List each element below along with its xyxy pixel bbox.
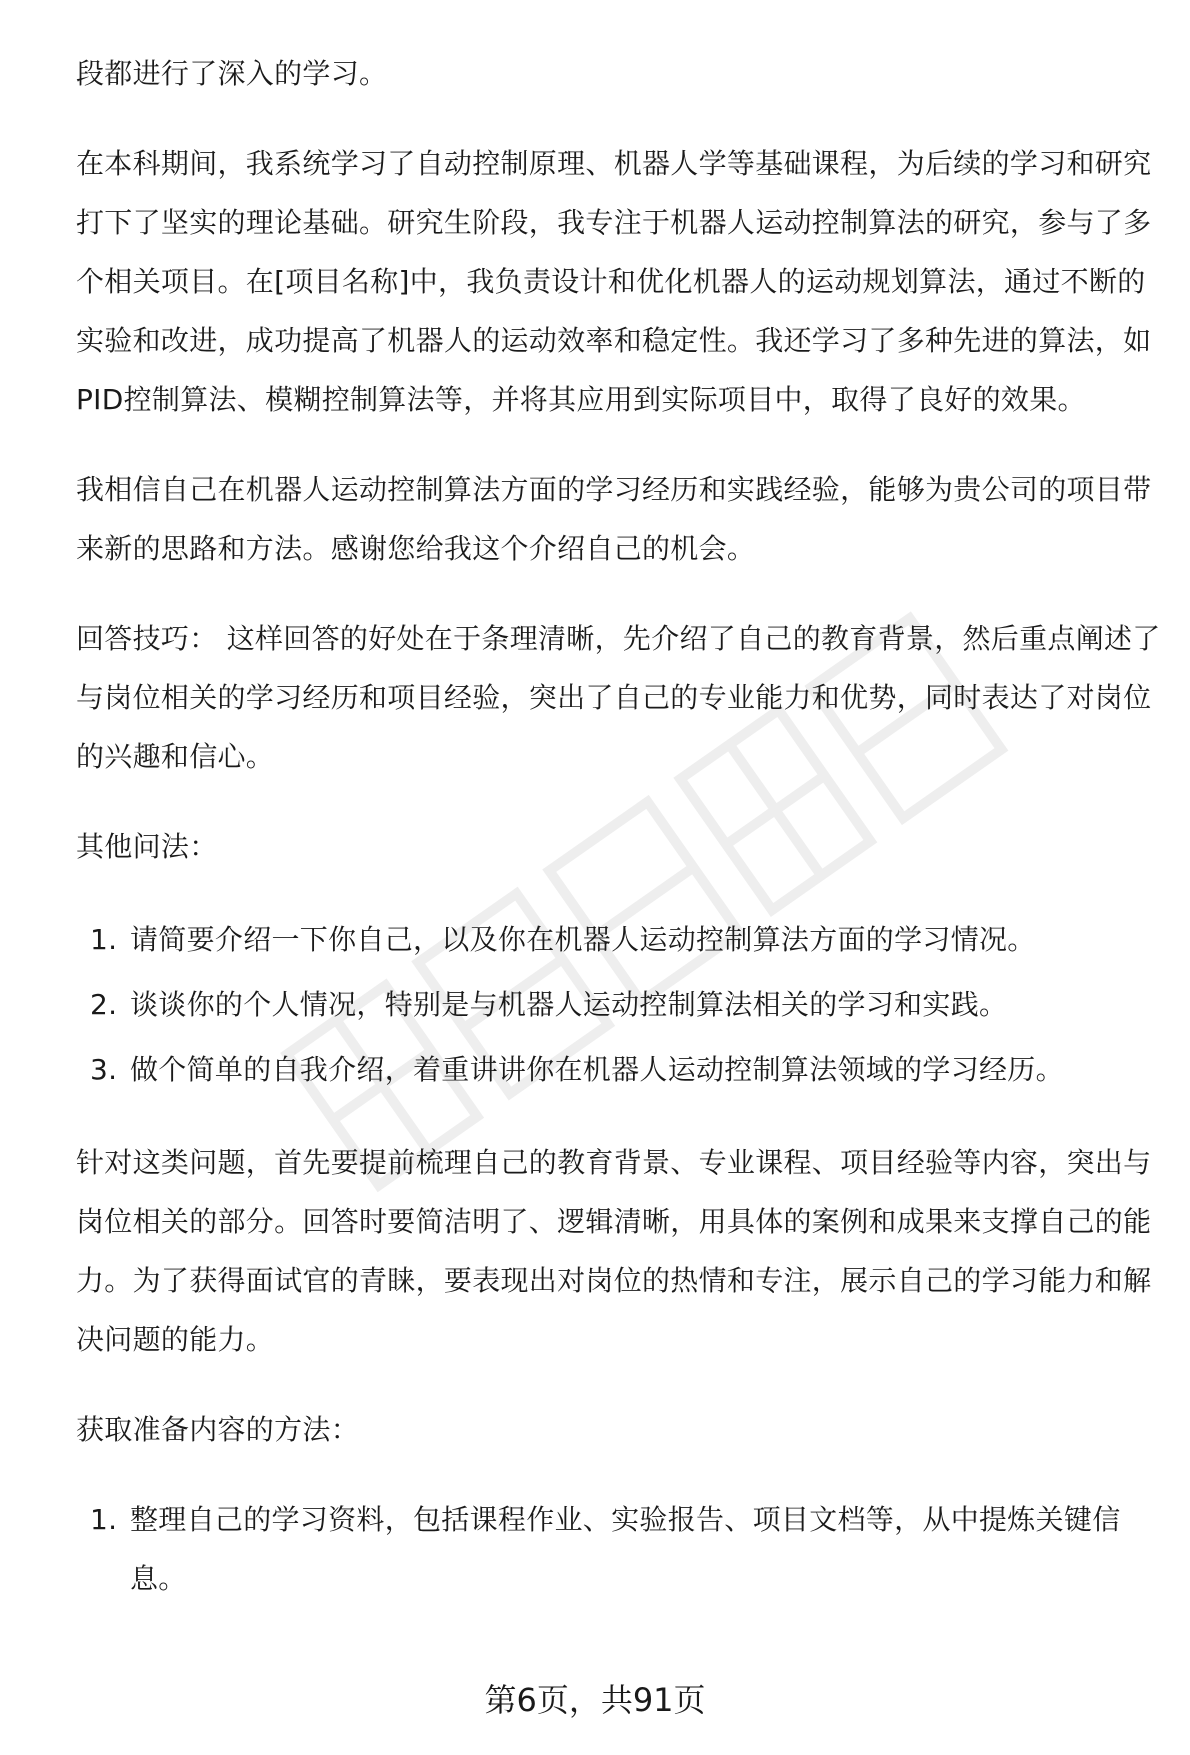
heading-other-questions: 其他问法： — [76, 830, 218, 863]
other-questions-list — [76, 907, 1161, 1102]
paragraph-continuation: 段都进行了深入的学习。 — [76, 57, 388, 90]
list-item-text: 整理自己的学习资料，包括课程作业、实验报告、项目文档等，从中提炼关键信息。 — [130, 1503, 1121, 1595]
list-item-number: 1. — [90, 923, 118, 956]
list-item-text: 谈谈你的个人情况，特别是与机器人运动控制算法相关的学习和实践。 — [130, 988, 1008, 1021]
page-number-footer: 第6页，共91页 — [484, 1681, 706, 1719]
list-item-number: 2. — [90, 988, 118, 1021]
list-item — [76, 907, 1161, 972]
paragraph-education: 在本科期间，我系统学习了自动控制原理、机器人学等基础课程，为后续的学习和研究打下了坚实的理论基础。研究生阶段，我专注于机器人运动控制算法的研究，参与了多个相关项目。在[项目名称]中，我负责设计和优化机器人的运动规划算法，通过不断的实验和改进，成功提高了机器人的运动效率和稳定性。我还学习了多种先进的算法，如PID控制算法、模糊控制算法等，并将其应用到实际项目中，取得了良好的效果。 — [76, 147, 1152, 416]
paragraph-closing: 我相信自己在机器人运动控制算法方面的学习经历和实践经验，能够为贵公司的项目带来新的思路和方法。感谢您给我这个介绍自己的机会。 — [76, 473, 1152, 565]
list-item — [76, 1037, 1161, 1102]
list-item — [76, 972, 1161, 1037]
heading-prep-methods: 获取准备内容的方法： — [76, 1413, 360, 1446]
document-body — [76, 44, 1161, 1608]
prep-methods-list — [76, 1490, 1161, 1608]
paragraph-advice: 针对这类问题，首先要提前梳理自己的教育背景、专业课程、项目经验等内容，突出与岗位相关的部分。回答时要简洁明了、逻辑清晰，用具体的案例和成果来支撑自己的能力。为了获得面试官的青睐，要表现出对岗位的热情和专注，展示自己的学习能力和解决问题的能力。 — [76, 1146, 1152, 1356]
list-item — [76, 1490, 1161, 1608]
list-item-number: 1. — [90, 1503, 118, 1536]
list-item-number: 3. — [90, 1053, 118, 1086]
paragraph-answer-tips: 回答技巧： 这样回答的好处在于条理清晰，先介绍了自己的教育背景，然后重点阐述了与岗位相关的学习经历和项目经验，突出了自己的专业能力和优势，同时表达了对岗位的兴趣和信心。 — [76, 622, 1161, 773]
list-item-text: 做个简单的自我介绍，着重讲讲你在机器人运动控制算法领域的学习经历。 — [130, 1053, 1064, 1086]
list-item-text: 请简要介绍一下你自己，以及你在机器人运动控制算法方面的学习情况。 — [130, 923, 1036, 956]
